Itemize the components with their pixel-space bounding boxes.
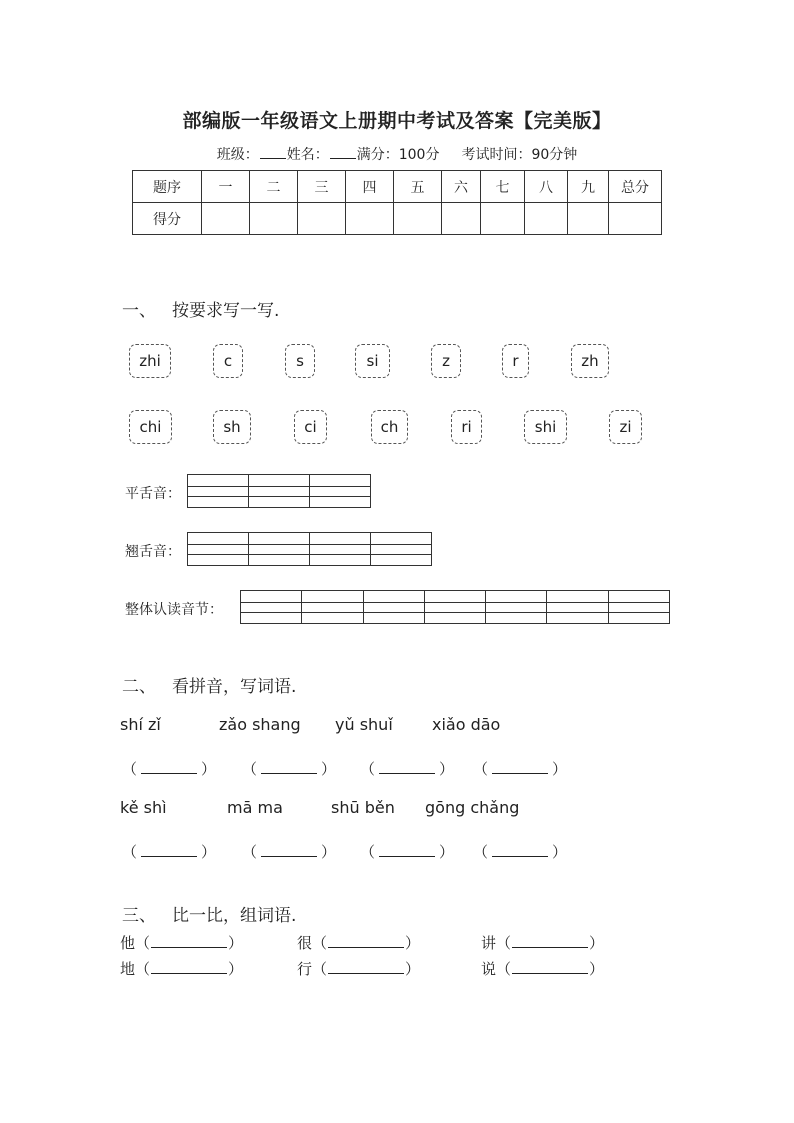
score-cell[interactable] [346,203,394,235]
score-cell[interactable] [202,203,250,235]
score-cell[interactable] [525,203,568,235]
score-row-label: 得分 [133,203,202,235]
section3-heading [122,901,296,926]
answer-blank[interactable]: （ ） [360,760,455,778]
pinyin-card: s [285,344,315,378]
pinyin-card: sh [213,410,251,444]
pinyin-card: ri [451,410,482,444]
pinyin-word: mā ma [227,798,283,817]
flat-tongue-label: 平舌音： [125,486,181,502]
pinyin-word: shí zǐ [120,715,161,734]
pinyin-word: xiǎo dāo [432,715,501,734]
pinyin-card: shi [524,410,567,444]
retroflex-label: 翘舌音： [125,544,181,560]
section1-number: 一、 [122,301,156,321]
score-header-cell: 三 [298,171,346,203]
answer-blank[interactable]: （ ） [242,760,337,778]
answer-blank[interactable]: （ ） [242,843,337,861]
score-cell[interactable] [250,203,298,235]
score-cell[interactable] [442,203,481,235]
compare-item[interactable]: 行（ ） [297,960,421,978]
pinyin-word: shū běn [331,798,395,817]
class-blank[interactable] [260,144,286,159]
exam-info [0,144,794,164]
answer-blank[interactable]: （ ） [473,760,568,778]
score-header-cell: 题序 [133,171,202,203]
compare-item[interactable]: 讲（ ） [481,934,605,952]
pinyin-card: r [502,344,529,378]
pinyin-card: chi [129,410,172,444]
pinyin-card: c [213,344,243,378]
score-header-cell: 二 [250,171,298,203]
whole-syllable-label: 整体认读音节： [125,602,223,618]
compare-item[interactable]: 很（ ） [297,934,421,952]
exam-time: 考试时间：90分钟 [461,147,578,163]
compare-item[interactable]: 他（ ） [120,934,244,952]
compare-item[interactable]: 说（ ） [481,960,605,978]
name-label: 姓名： [286,147,329,163]
score-header-cell: 四 [346,171,394,203]
score-cell[interactable] [481,203,525,235]
section1-heading [122,296,279,321]
score-header-cell: 六 [442,171,481,203]
answer-blank[interactable]: （ ） [473,843,568,861]
answer-blank[interactable]: （ ） [122,760,217,778]
page-title: 部编版一年级语文上册期中考试及答案【完美版】 [182,110,612,132]
pinyin-card: ch [371,410,408,444]
score-cell[interactable] [298,203,346,235]
section3-number: 三、 [122,906,156,926]
answer-blank[interactable]: （ ） [122,843,217,861]
section2-number: 二、 [122,677,156,697]
score-cell[interactable] [568,203,609,235]
section2-title: 看拼音，写词语. [172,677,297,697]
score-cell[interactable] [394,203,442,235]
score-header-cell: 九 [568,171,609,203]
score-header-cell: 总分 [609,171,662,203]
score-value-row [133,203,662,235]
pinyin-card: ci [294,410,327,444]
score-table [132,170,662,235]
full-marks: 满分：100分 [356,147,440,163]
score-header-cell: 七 [481,171,525,203]
score-header-row [133,171,662,203]
answer-blank[interactable]: （ ） [360,843,455,861]
score-header-cell: 八 [525,171,568,203]
pinyin-card: zi [609,410,642,444]
pinyin-word: gōng chǎng [425,798,520,817]
whole-syllable-grid[interactable] [240,590,670,624]
pinyin-card: si [355,344,390,378]
pinyin-card: zhi [129,344,171,378]
pinyin-card: z [431,344,461,378]
pinyin-word: yǔ shuǐ [335,715,393,734]
retroflex-grid[interactable] [187,532,432,566]
score-header-cell: 一 [202,171,250,203]
score-cell[interactable] [609,203,662,235]
class-label: 班级： [216,147,259,163]
compare-item[interactable]: 地（ ） [120,960,244,978]
pinyin-card: zh [571,344,609,378]
section2-heading [122,672,296,697]
section1-title: 按要求写一写. [172,301,280,321]
pinyin-word: kě shì [120,798,167,817]
flat-tongue-grid[interactable] [187,474,371,508]
pinyin-word: zǎo shang [219,715,301,734]
section3-title: 比一比，组词语. [172,906,297,926]
score-header-cell: 五 [394,171,442,203]
name-blank[interactable] [330,144,356,159]
